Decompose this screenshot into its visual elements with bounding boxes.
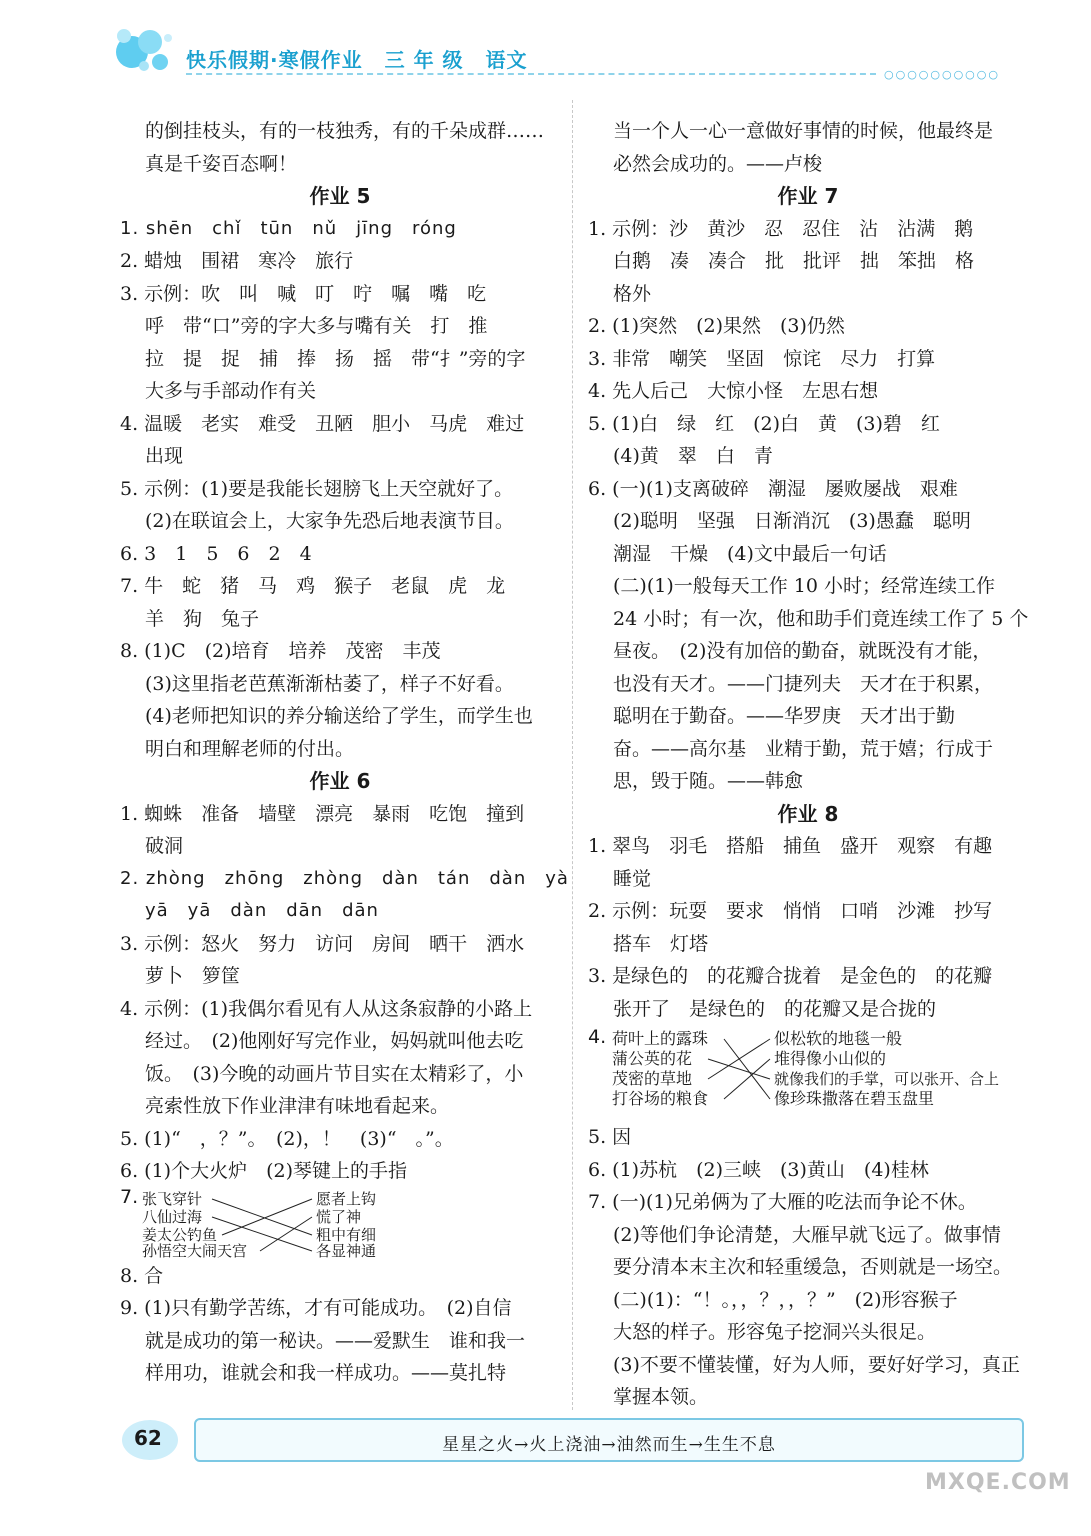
answer-8-1: 1. 翠鸟 羽毛 搭船 捕鱼 盛开 观察 有趣 (588, 835, 993, 857)
answer-6-1: 1. 蜘蛛 准备 墙壁 漂亮 暴雨 吃饱 撞到 (120, 802, 525, 825)
page-number: 62 (134, 1426, 162, 1450)
page-header (0, 0, 1091, 95)
answer-6-7-matching (120, 1185, 560, 1260)
answer-5-3-cont: 大多与手部动作有关 (145, 380, 317, 402)
answer-5-4-cont: 出现 (145, 445, 184, 467)
answer-6-9-cont: 样用功，谁就会和我一样成功。——莫扎特 (145, 1362, 507, 1384)
left-column (120, 115, 569, 1390)
match-right-item: 似松软的地毯一般 (774, 1029, 903, 1048)
answer-6-4-cont: 饭。 (3)今晚的动画片节目实在太精彩了，小 (145, 1062, 524, 1085)
answer-7-6-cont: 奋。——高尔基 业精于勤，荒于嬉；行成于 (613, 737, 994, 760)
text-line: 必然会成功的。——卢梭 (613, 152, 823, 175)
section-title-7: 作业 7 (777, 184, 839, 208)
header-dashed-line (186, 73, 876, 75)
answer-5-4: 4. 温暖 老实 难受 丑陋 胆小 马虎 难过 (120, 412, 525, 435)
right-column (588, 115, 1028, 1414)
match-left-item: 孙悟空大闹天宫 (142, 1241, 248, 1260)
match-right-item: 就像我们的手掌，可以张开、合上 (774, 1070, 1000, 1088)
answer-5-7-cont: 羊 狗 兔子 (145, 607, 260, 630)
answer-7-4: 4. 先人后己 大惊小怪 左思右想 (588, 380, 879, 402)
grade-label: 三 年 级 (384, 48, 464, 72)
answer-5-3-cont: 拉 提 捉 捕 捧 扬 摇 带“扌”旁的字 (145, 347, 526, 370)
answer-8-2: 2. 示例：玩耍 要求 悄悄 口哨 沙滩 抄写 (588, 900, 993, 922)
answer-8-4-matching (588, 1025, 1028, 1121)
section-title-8: 作业 8 (777, 801, 839, 826)
answer-7-1: 1. 示例：沙 黄沙 忍 忍住 沾 沾满 鹅 (588, 217, 974, 240)
page-footer (110, 1412, 1030, 1472)
answer-7-6-cont: 昼夜。 (2)没有加倍的勤奋，就既没有才能， (613, 640, 992, 662)
match-right-item: 粗中有细 (316, 1225, 377, 1244)
answer-5-3: 3. 示例：吹 叫 喊 叮 咛 嘱 嘴 吃 (120, 282, 487, 305)
answer-8-7: 7. (一)(1)兄弟俩为了大雁的吃法而争论不休。 (588, 1191, 977, 1213)
answer-7-6-cont: (二)(1)一般每天工作 10 小时；经常连续工作 (613, 575, 995, 597)
idiom-chain-text: 星星之火→火上浇油→油然而生→生生不息 (442, 1435, 776, 1455)
match-right-item: 愿者上钩 (316, 1189, 377, 1208)
answer-6-1-cont: 破洞 (145, 835, 184, 857)
answer-8-2-cont: 搭车 灯塔 (613, 932, 709, 955)
header-title (186, 44, 550, 73)
answer-7-6: 6. (一)(1)支离破碎 潮湿 屡败屡战 艰难 (588, 477, 958, 500)
answer-5-8-cont: 明白和理解老师的付出。 (145, 737, 355, 760)
answer-6-4: 4. 示例：(1)我偶尔看见有人从这条寂静的小路上 (120, 997, 533, 1020)
match-right-item: 各显神通 (316, 1241, 377, 1260)
answer-5-5-cont: (2)在联谊会上，大家争先恐后地表演节目。 (145, 510, 514, 532)
match-lines (588, 1025, 1028, 1121)
question-number: 4. (588, 1026, 607, 1048)
answer-6-5: 5. (1)“ ，？”。 (2)，！ (3)“ 。”。 (120, 1127, 454, 1150)
text-line: 真是千姿百态啊！ (145, 152, 298, 175)
answer-5-8-cont: (4)老师把知识的养分输送给了学生，而学生也 (145, 705, 533, 727)
subject-label: 语文 (485, 48, 528, 72)
answer-6-4-cont: 经过。 (2)他刚好写完作业，妈妈就叫他去吃 (145, 1030, 524, 1052)
answer-8-5: 5. 因 (588, 1126, 632, 1148)
answer-7-6-cont: 24 小时；有一次，他和助手们竟连续工作了 5 个 (613, 607, 1029, 630)
match-right-item: 像珍珠撒落在碧玉盘里 (774, 1089, 935, 1108)
answer-8-1-cont: 睡觉 (613, 867, 652, 890)
match-left-item: 荷叶上的露珠 (612, 1029, 709, 1048)
answer-7-6-cont: (2)聪明 坚强 日渐消沉 (3)愚蠢 聪明 (613, 510, 971, 532)
match-left-item: 八仙过海 (142, 1207, 203, 1226)
answer-8-7-cont: 掌握本领。 (613, 1386, 709, 1408)
answer-6-2-cont: yā yā dàn dān dān (145, 900, 379, 921)
answer-7-5: 5. (1)白 绿 红 (2)白 黄 (3)碧 红 (588, 412, 940, 435)
answer-7-5-cont: (4)黄 翠 白 青 (613, 445, 773, 467)
match-right-item: 堆得像小山似的 (774, 1049, 887, 1068)
answer-5-5: 5. 示例：(1)要是我能长翅膀飞上天空就好了。 (120, 477, 514, 500)
answer-8-7-cont: (二)(1)：“！。，，？，，？” (2)形容猴子 (613, 1288, 958, 1311)
answer-5-7: 7. 牛 蛇 猪 马 鸡 猴子 老鼠 虎 龙 (120, 575, 506, 597)
answer-5-3-cont: 呼 带“口”旁的字大多与嘴有关 打 推 (145, 315, 488, 337)
bubbles-logo-icon (110, 22, 180, 76)
answer-5-8: 8. (1)C (2)培育 培养 茂密 丰茂 (120, 640, 441, 662)
match-right-item: 慌了神 (316, 1207, 362, 1226)
answer-6-9-cont: 就是成功的第一秘诀。——爱默生 谁和我一 (145, 1329, 526, 1352)
answer-6-6: 6. (1)个大火炉 (2)琴键上的手指 (120, 1160, 407, 1182)
answer-8-7-cont: 大怒的样子。形容兔子挖洞兴头很足。 (613, 1321, 937, 1343)
answer-8-3-cont: 张开了 是绿色的 的花瓣又是合拢的 (613, 997, 937, 1020)
match-left-item: 蒲公英的花 (612, 1049, 693, 1068)
match-left-item: 茂密的草地 (612, 1069, 693, 1088)
answer-7-6-cont: 也没有天才。——门捷列夫 天才在于积累， (613, 672, 994, 695)
watermark: MXQE.COM (925, 1470, 1071, 1495)
answer-8-7-cont: (3)不要不懂装懂，好为人师，要好好学习，真正 (613, 1353, 1020, 1376)
text-line: 的倒挂枝头，有的一枝独秀，有的千朵成群…… (145, 120, 545, 142)
match-left-item: 张飞穿针 (142, 1189, 203, 1208)
question-number: 7. (120, 1185, 139, 1208)
answer-6-4-cont: 亮索性放下作业津津有味地看起来。 (145, 1095, 450, 1117)
answer-5-2: 2. 蜡烛 围裙 寒冷 旅行 (120, 250, 354, 272)
answer-7-1-cont: 格外 (613, 282, 652, 305)
answer-8-3: 3. 是绿色的 的花瓣合拢着 是金色的 的花瓣 (588, 965, 993, 987)
section-title-5: 作业 5 (309, 184, 371, 208)
section-title-6: 作业 6 (309, 769, 371, 793)
answer-7-1-cont: 白鹅 凑 凑合 批 批评 拙 笨拙 格 (613, 250, 975, 272)
answer-6-3: 3. 示例：怒火 努力 访问 房间 晒干 洒水 (120, 932, 525, 955)
match-left-item: 打谷场的粮食 (612, 1089, 709, 1108)
text-line: 当一个人一心一意做好事情的时候，他最终是 (613, 120, 994, 142)
answer-7-6-cont: 思，毁于随。——韩愈 (613, 770, 804, 792)
answer-8-7-cont: (2)等他们争论清楚，大雁早就飞远了。做事情 (613, 1223, 1001, 1246)
answer-6-8: 8. 合 (120, 1264, 164, 1287)
answer-5-8-cont: (3)这里指老芭蕉渐渐枯萎了，样子不好看。 (145, 672, 514, 695)
idiom-chain-bar (194, 1418, 1024, 1462)
answer-5-1: 1. shēn chǐ tūn nǔ jīng róng (120, 217, 457, 239)
book-title: 快乐假期·寒假作业 (186, 48, 363, 72)
match-left-item: 姜太公钓鱼 (142, 1225, 218, 1244)
answer-6-3-cont: 萝卜 箩筐 (145, 965, 241, 987)
header-dots: ○○○○○○○○○○ (884, 68, 1000, 81)
answer-7-6-cont: 聪明在于勤奋。——华罗庚 天才出于勤 (613, 705, 956, 727)
column-divider (572, 100, 573, 1410)
answer-6-9: 9. (1)只有勤学苦练，才有可能成功。 (2)自信 (120, 1297, 512, 1319)
answer-6-2: 2. zhòng zhōng zhòng dàn tán dàn yà (120, 867, 569, 889)
answer-5-6: 6. 3 1 5 6 2 4 (120, 542, 312, 565)
answer-8-6: 6. (1)苏杭 (2)三峡 (3)黄山 (4)桂林 (588, 1158, 929, 1181)
match-lines (120, 1185, 380, 1260)
answer-7-6-cont: 潮湿 干燥 (4)文中最后一句话 (613, 542, 887, 565)
answer-7-2: 2. (1)突然 (2)果然 (3)仍然 (588, 315, 845, 337)
answer-7-3: 3. 非常 嘲笑 坚固 惊诧 尽力 打算 (588, 347, 936, 370)
answer-8-7-cont: 要分清本末主次和轻重缓急，否则就是一场空。 (613, 1256, 1013, 1278)
